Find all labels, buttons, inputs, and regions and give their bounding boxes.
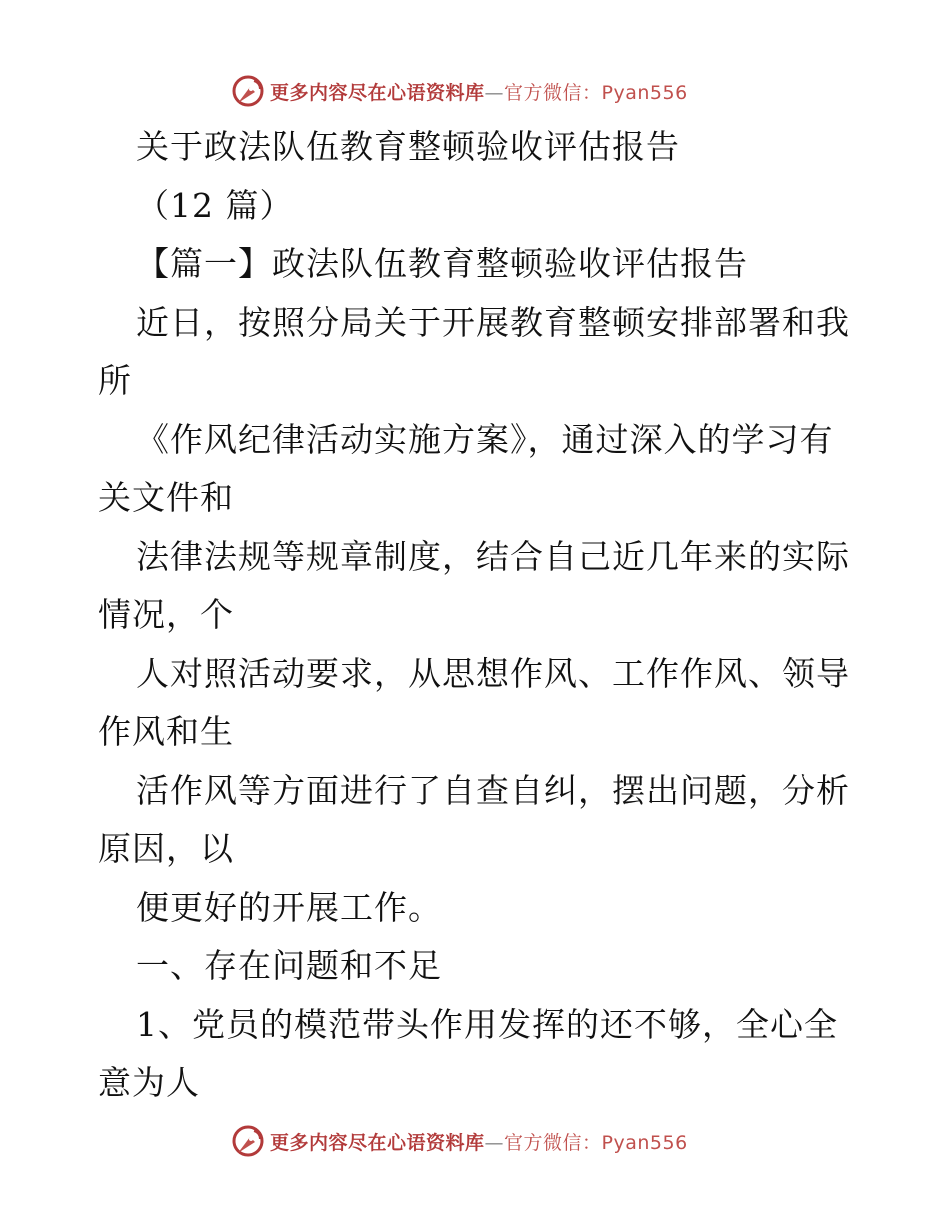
banner-separator: — bbox=[484, 81, 505, 104]
body-line: 近日，按照分局关于开展教育整顿安排部署和我 bbox=[136, 303, 850, 342]
body-line: 《作风纪律活动实施方案》，通过深入的学习有 bbox=[136, 420, 834, 459]
body-line: 人对照活动要求，从思想作风、工作作风、领导 bbox=[136, 654, 850, 693]
pen-nib-circle-icon bbox=[230, 1123, 266, 1159]
footer-banner bbox=[230, 1121, 688, 1161]
document-count: （12 篇） bbox=[136, 186, 294, 225]
body-line: 原因，以 bbox=[98, 829, 234, 868]
banner-wechat: 官方微信：Pyan556 bbox=[504, 81, 688, 104]
body-line: 情况，个 bbox=[98, 595, 234, 634]
body-line: 1、党员的模范带头作用发挥的还不够，全心全 bbox=[136, 1005, 838, 1044]
banner-wechat: 官方微信：Pyan556 bbox=[504, 1131, 688, 1154]
section-heading: 【篇一】政法队伍教育整顿验收评估报告 bbox=[136, 244, 748, 283]
banner-text bbox=[270, 78, 688, 105]
header-banner bbox=[230, 71, 688, 111]
body-line: 法律法规等规章制度，结合自己近几年来的实际 bbox=[136, 537, 850, 576]
body-line: 作风和生 bbox=[98, 712, 234, 751]
pen-nib-circle-icon bbox=[230, 73, 266, 109]
body-line: 所 bbox=[98, 361, 132, 400]
body-line: 便更好的开展工作。 bbox=[136, 888, 442, 927]
body-line: 意为人 bbox=[98, 1063, 200, 1102]
banner-separator: — bbox=[484, 1131, 505, 1154]
body-line: 关文件和 bbox=[98, 478, 234, 517]
section-heading-problems: 一、存在问题和不足 bbox=[136, 946, 442, 985]
document-title: 关于政法队伍教育整顿验收评估报告 bbox=[136, 127, 680, 166]
banner-brand: 更多内容尽在心语资料库 bbox=[270, 81, 485, 104]
body-line: 活作风等方面进行了自查自纠，摆出问题，分析 bbox=[136, 771, 850, 810]
banner-text bbox=[270, 1128, 688, 1155]
banner-brand: 更多内容尽在心语资料库 bbox=[270, 1131, 485, 1154]
